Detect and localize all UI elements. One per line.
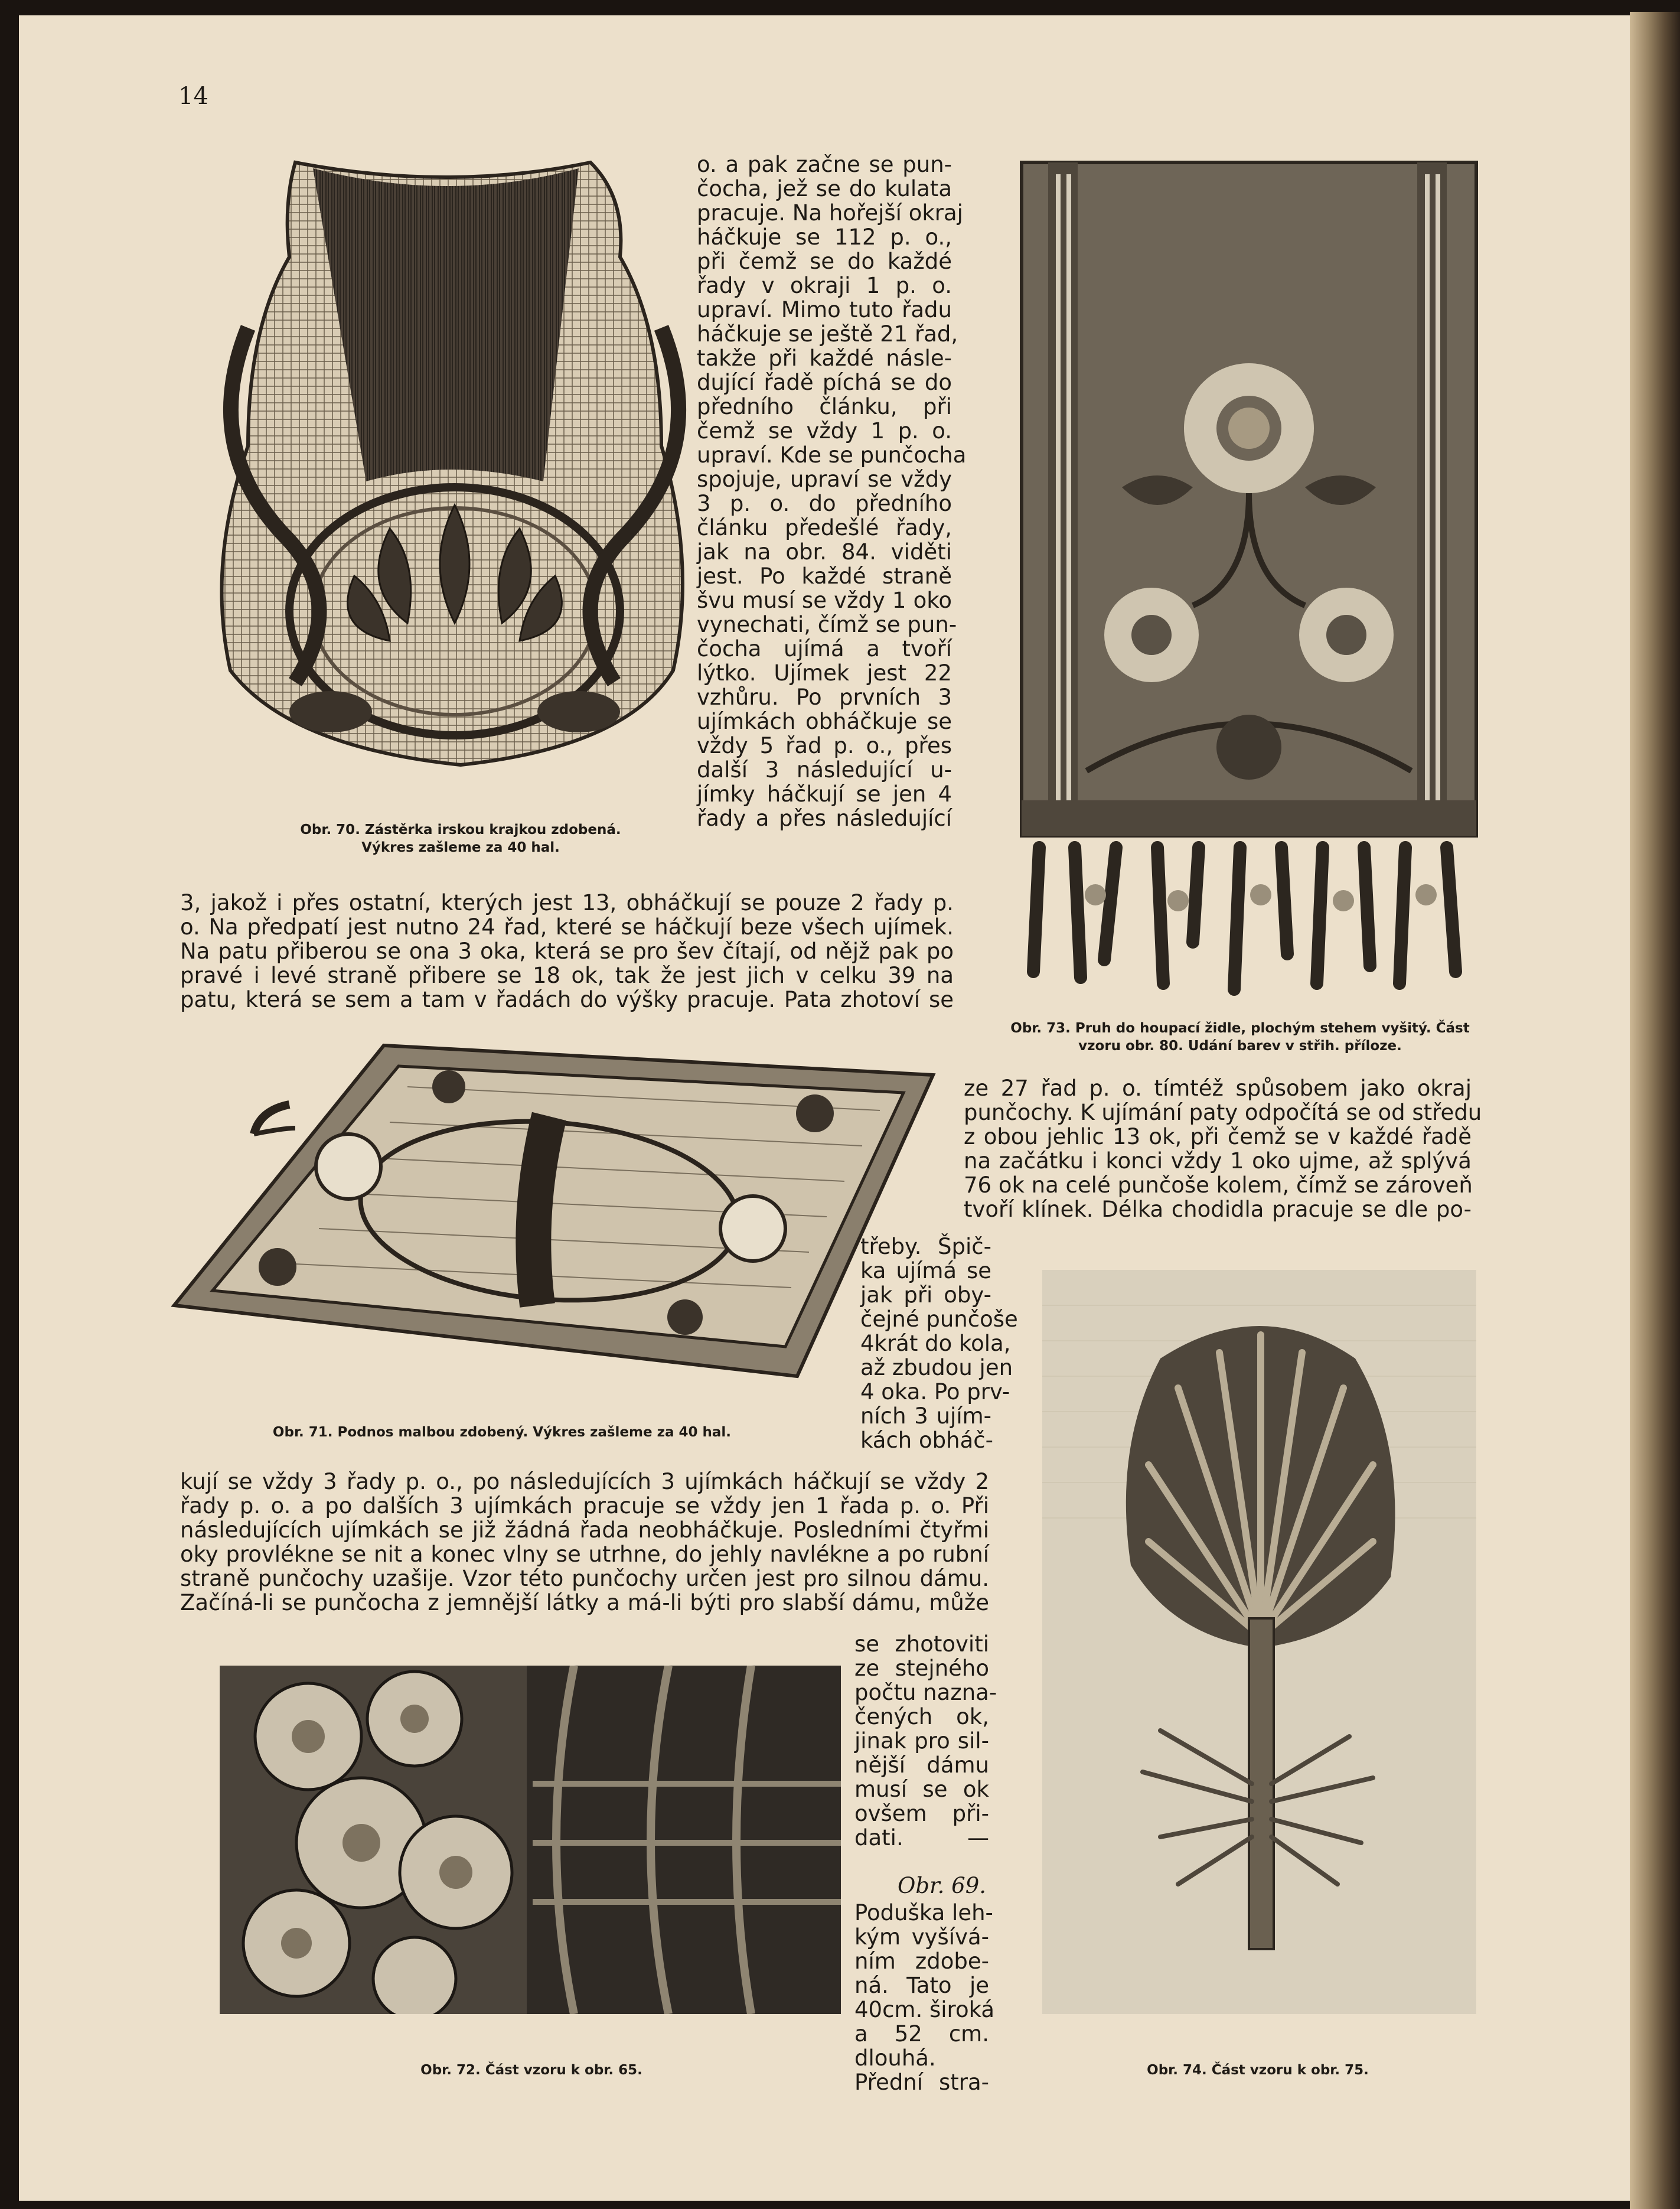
text-line: čemž se vždy 1 p. o. (697, 418, 952, 444)
text-line: čených ok, (854, 1704, 989, 1729)
embroidered-motif-illustration (1042, 1270, 1476, 2014)
text-line: Začíná-li se punčocha z jemnější látky a má-li býti pro slabší dámu, může (180, 1590, 989, 1615)
fig73-caption-line1: Obr. 73. Pruh do houpací židle, plochým stehem vyšitý. Část (1010, 1021, 1470, 1036)
text-line: jest. Po každé straně (697, 563, 952, 589)
text-line: 4 oka. Po prv- (860, 1379, 1010, 1405)
fig70-caption (224, 821, 697, 856)
text-line: kují se vždy 3 řady p. o., po následujících 3 ujímkách háčkují se vždy 2 (180, 1469, 989, 1494)
apron-illustration (213, 151, 703, 768)
text-line: ujímkách obháčkuje se (697, 709, 952, 734)
text-column-d (854, 1900, 995, 2095)
text-line: počtu nazna- (854, 1680, 997, 1705)
text-line: 3, jakož i přes ostatní, kterých jest 13, obháčkují se pouze 2 řady p. (180, 890, 954, 915)
text-line: jímky háčkují se jen 4 (697, 781, 952, 807)
text-line: 76 ok na celé punčoše kolem, čímž se zároveň (964, 1172, 1473, 1198)
text-line: patu, která se sem a tam v řadách do výšky pracuje. Pata zhotoví se (180, 987, 954, 1012)
text-line: oky provlékne se nit a konec vlny se utrhne, do jehly navlékne a po rubní (180, 1542, 989, 1567)
text-line: Poduška leh- (854, 1900, 993, 1925)
text-line: dati. — (854, 1825, 989, 1850)
text-line: ná. Tato je (854, 1973, 989, 1998)
fig72-caption: Obr. 72. Část vzoru k obr. 65. (420, 2063, 642, 2078)
text-line: při čemž se do každé (697, 249, 952, 274)
fig70-caption-line1: Obr. 70. Zástěrka irskou krajkou zdobená. (300, 822, 621, 838)
text-line: háčkuje se ještě 21 řad, (697, 321, 958, 347)
text-line: o. Na předpatí jest nutno 24 řad, které se háčkují beze všech ujímek. (180, 914, 954, 940)
text-line: vždy 5 řad p. o., přes (697, 733, 952, 758)
text-line: musí se ok (854, 1777, 989, 1802)
text-line: jak při oby- (860, 1282, 991, 1308)
embroidered-strip-illustration (1016, 157, 1488, 1001)
text-line: 40cm. široká (854, 1997, 995, 2022)
text-line: čocha ujímá a tvoří (697, 636, 952, 662)
text-line: dující řadě píchá se do (697, 370, 952, 395)
text-line: 3 p. o. do předního (697, 491, 952, 516)
text-line: následujících ujímkách se již žádná řada neobháčkuje. Posledními čtyřmi (180, 1517, 989, 1543)
tray-illustration (171, 1040, 939, 1382)
text-line: předního článku, při (697, 394, 952, 419)
text-line: kým vyšívá- (854, 1924, 989, 1950)
text-line: o. a pak začne se pun- (697, 152, 952, 177)
pattern-detail-illustration (220, 1666, 841, 2014)
book-spine-edge (1630, 12, 1680, 2209)
text-line: vynechati, čímž se pun- (697, 612, 957, 637)
text-line: kách obháč- (860, 1428, 993, 1453)
text-line: Přední stra- (854, 2070, 989, 2095)
text-line: lýtko. Ujímek jest 22 (697, 660, 952, 686)
text-line: se zhotoviti (854, 1631, 989, 1657)
text-line: takže při každé násle- (697, 346, 952, 371)
text-line: ovšem při- (854, 1801, 989, 1826)
text-line: řady v okraji 1 p. o. (697, 273, 952, 298)
fig73-caption (992, 1019, 1488, 1055)
text-line: jinak pro sil- (854, 1728, 989, 1754)
text-line: řady a přes následující (697, 806, 952, 831)
text-line: čejné punčoše (860, 1306, 1018, 1332)
text-line: a 52 cm. (854, 2021, 989, 2047)
text-column-a (697, 152, 967, 831)
text-line: až zbudou jen (860, 1355, 1013, 1380)
text-column-b (860, 1234, 1018, 1453)
obr69-label: Obr. 69. (898, 1873, 987, 1898)
text-line: spojuje, upraví se vždy (697, 467, 952, 492)
fig71-caption: Obr. 71. Podnos malbou zdobený. Výkres zašleme za 40 hal. (272, 1425, 732, 1440)
text-paragraph-right (964, 1076, 1482, 1222)
text-line: ze stejného (854, 1656, 989, 1681)
fig73-caption-line2: vzoru obr. 80. Udání barev v střih. příloze. (1078, 1038, 1402, 1054)
text-line: ních 3 ujím- (860, 1403, 991, 1429)
text-line: pravé i levé straně přibere se 18 ok, tak že jest jich v celku 39 na (180, 963, 954, 988)
text-line: další 3 následující u- (697, 757, 952, 783)
text-line: z obou jehlic 13 ok, při čemž se v každé řadě (964, 1124, 1472, 1149)
text-line: vzhůru. Po prvních 3 (697, 685, 952, 710)
text-line: ním zdobe- (854, 1949, 989, 1974)
text-line: třeby. Špič- (860, 1234, 991, 1259)
text-line: čocha, jež se do kulata (697, 176, 952, 201)
text-line: tvoří klínek. Délka chodidla pracuje se dle po- (964, 1197, 1472, 1222)
page-number: 14 (178, 83, 208, 110)
text-line: ka ujímá se (860, 1258, 991, 1283)
text-line: Na patu přiberou se ona 3 oka, která se pro šev čítají, od nějž pak po (180, 939, 954, 964)
text-line: punčochy. K ujímání paty odpočítá se od středu (964, 1100, 1482, 1125)
text-line: článku předešlé řady, (697, 515, 952, 540)
text-line: švu musí se vždy 1 oko (697, 588, 952, 613)
text-paragraph-a (180, 891, 954, 1012)
text-line: řady p. o. a po dalších 3 ujímkách pracuje se vždy jen 1 řada p. o. Při (180, 1493, 989, 1519)
text-line: 4krát do kola, (860, 1331, 1011, 1356)
text-line: na začátku i konci vždy 1 oko ujme, až splývá (964, 1148, 1472, 1174)
text-line: pracuje. Na hořejší okraj (697, 200, 963, 226)
fig74-caption: Obr. 74. Část vzoru k obr. 75. (1147, 2063, 1369, 2078)
text-line: upraví. Mimo tuto řadu (697, 297, 952, 322)
text-line: dlouhá. (854, 2045, 936, 2071)
text-line: jak na obr. 84. viděti (697, 539, 952, 565)
text-line: ze 27 řad p. o. tímtéž spůsobem jako okraj (964, 1076, 1472, 1101)
text-line: nější dámu (854, 1752, 989, 1778)
text-line: straně punčochy uzašije. Vzor této punčochy určen jest pro silnou dámu. (180, 1566, 989, 1591)
text-column-c (854, 1631, 997, 1850)
text-line: upraví. Kde se punčocha (697, 442, 967, 468)
fig70-caption-line2: Výkres zašleme za 40 hal. (361, 840, 560, 855)
text-line: háčkuje se 112 p. o., (697, 224, 952, 250)
text-paragraph-b (180, 1470, 989, 1615)
